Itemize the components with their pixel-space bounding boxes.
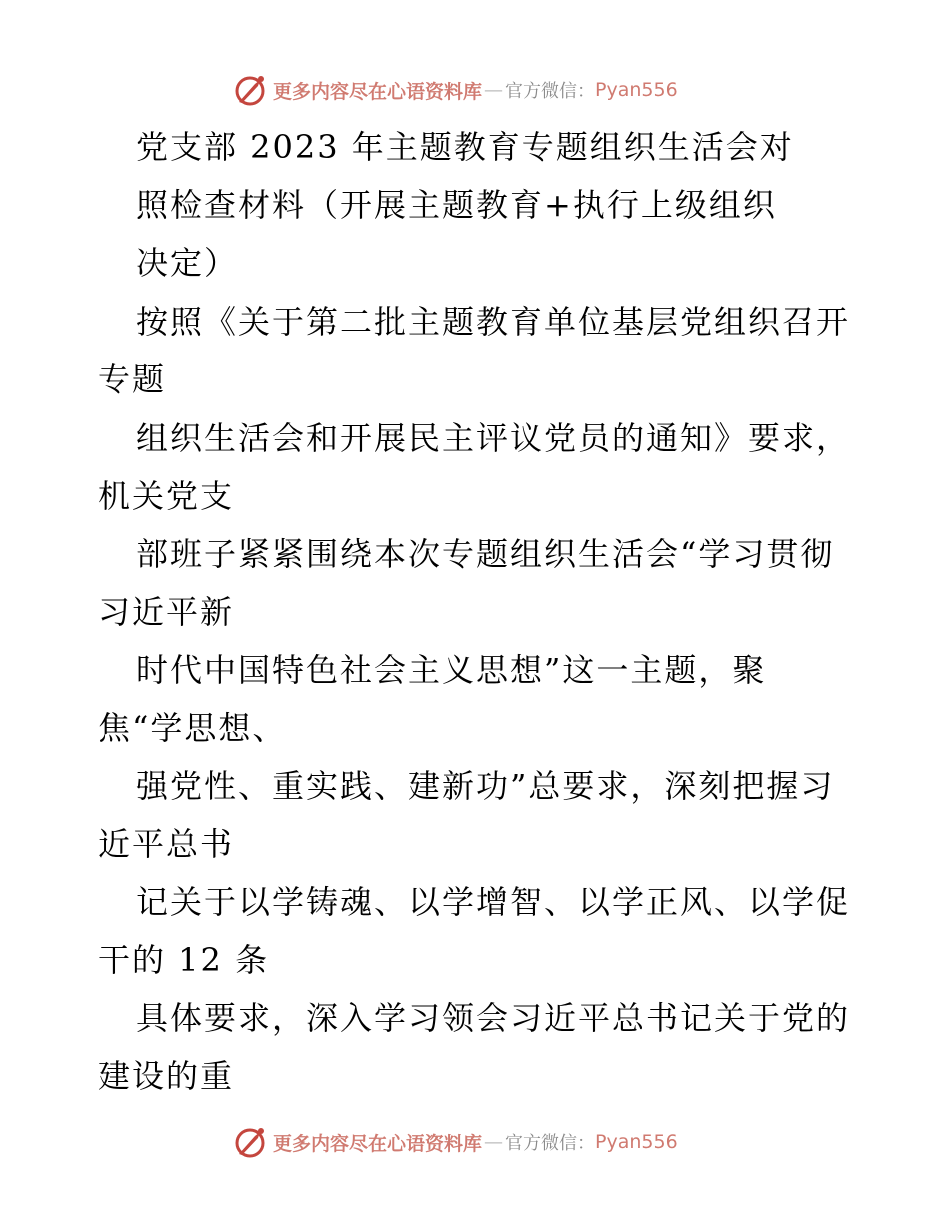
banner-wechat-label: 官方微信： — [505, 1133, 596, 1154]
body-line: 机关党支 — [98, 477, 235, 515]
body-line: 干的 12 条 — [98, 941, 270, 979]
pen-logo-icon — [233, 1124, 269, 1160]
body-line: 部班子紧紧围绕本次专题组织生活会“学习贯彻 — [136, 535, 835, 573]
body-line: 具体要求，深入学习领会习近平总书记关于党的 — [136, 999, 851, 1037]
title-line-2: 照检查材料（开展主题教育+执行上级组织 — [136, 186, 777, 224]
pen-logo-icon — [233, 72, 269, 108]
banner-separator: — — [484, 79, 504, 101]
body-line: 按照《关于第二批主题教育单位基层党组织召开 — [136, 303, 851, 341]
body-line: 建设的重 — [98, 1057, 235, 1095]
body-line: 强党性、重实践、建新功”总要求，深刻把握习 — [136, 767, 835, 805]
body-line: 记关于以学铸魂、以学增智、以学正风、以学促 — [136, 883, 851, 921]
body-line: 焦“学思想、 — [98, 709, 287, 747]
banner-site-text: 更多内容尽在心语资料库 — [273, 1132, 483, 1155]
body-line: 组织生活会和开展民主评议党员的通知》要求， — [136, 419, 851, 457]
banner-wechat-label: 官方微信： — [505, 81, 596, 102]
banner-site-text: 更多内容尽在心语资料库 — [273, 80, 483, 103]
body-line: 习近平新 — [98, 593, 235, 631]
header-banner — [233, 70, 678, 110]
body-line: 时代中国特色社会主义思想”这一主题，聚 — [136, 651, 767, 689]
banner-wechat-id: Pyan556 — [595, 1131, 678, 1153]
title-line-3: 决定） — [136, 244, 239, 282]
banner-wechat-id: Pyan556 — [595, 79, 678, 101]
banner-separator: — — [484, 1131, 504, 1153]
body-line: 近平总书 — [98, 825, 235, 863]
body-line: 专题 — [98, 360, 167, 398]
title-line-1: 党支部 2023 年主题教育专题组织生活会对 — [136, 128, 794, 166]
footer-banner — [233, 1122, 678, 1162]
